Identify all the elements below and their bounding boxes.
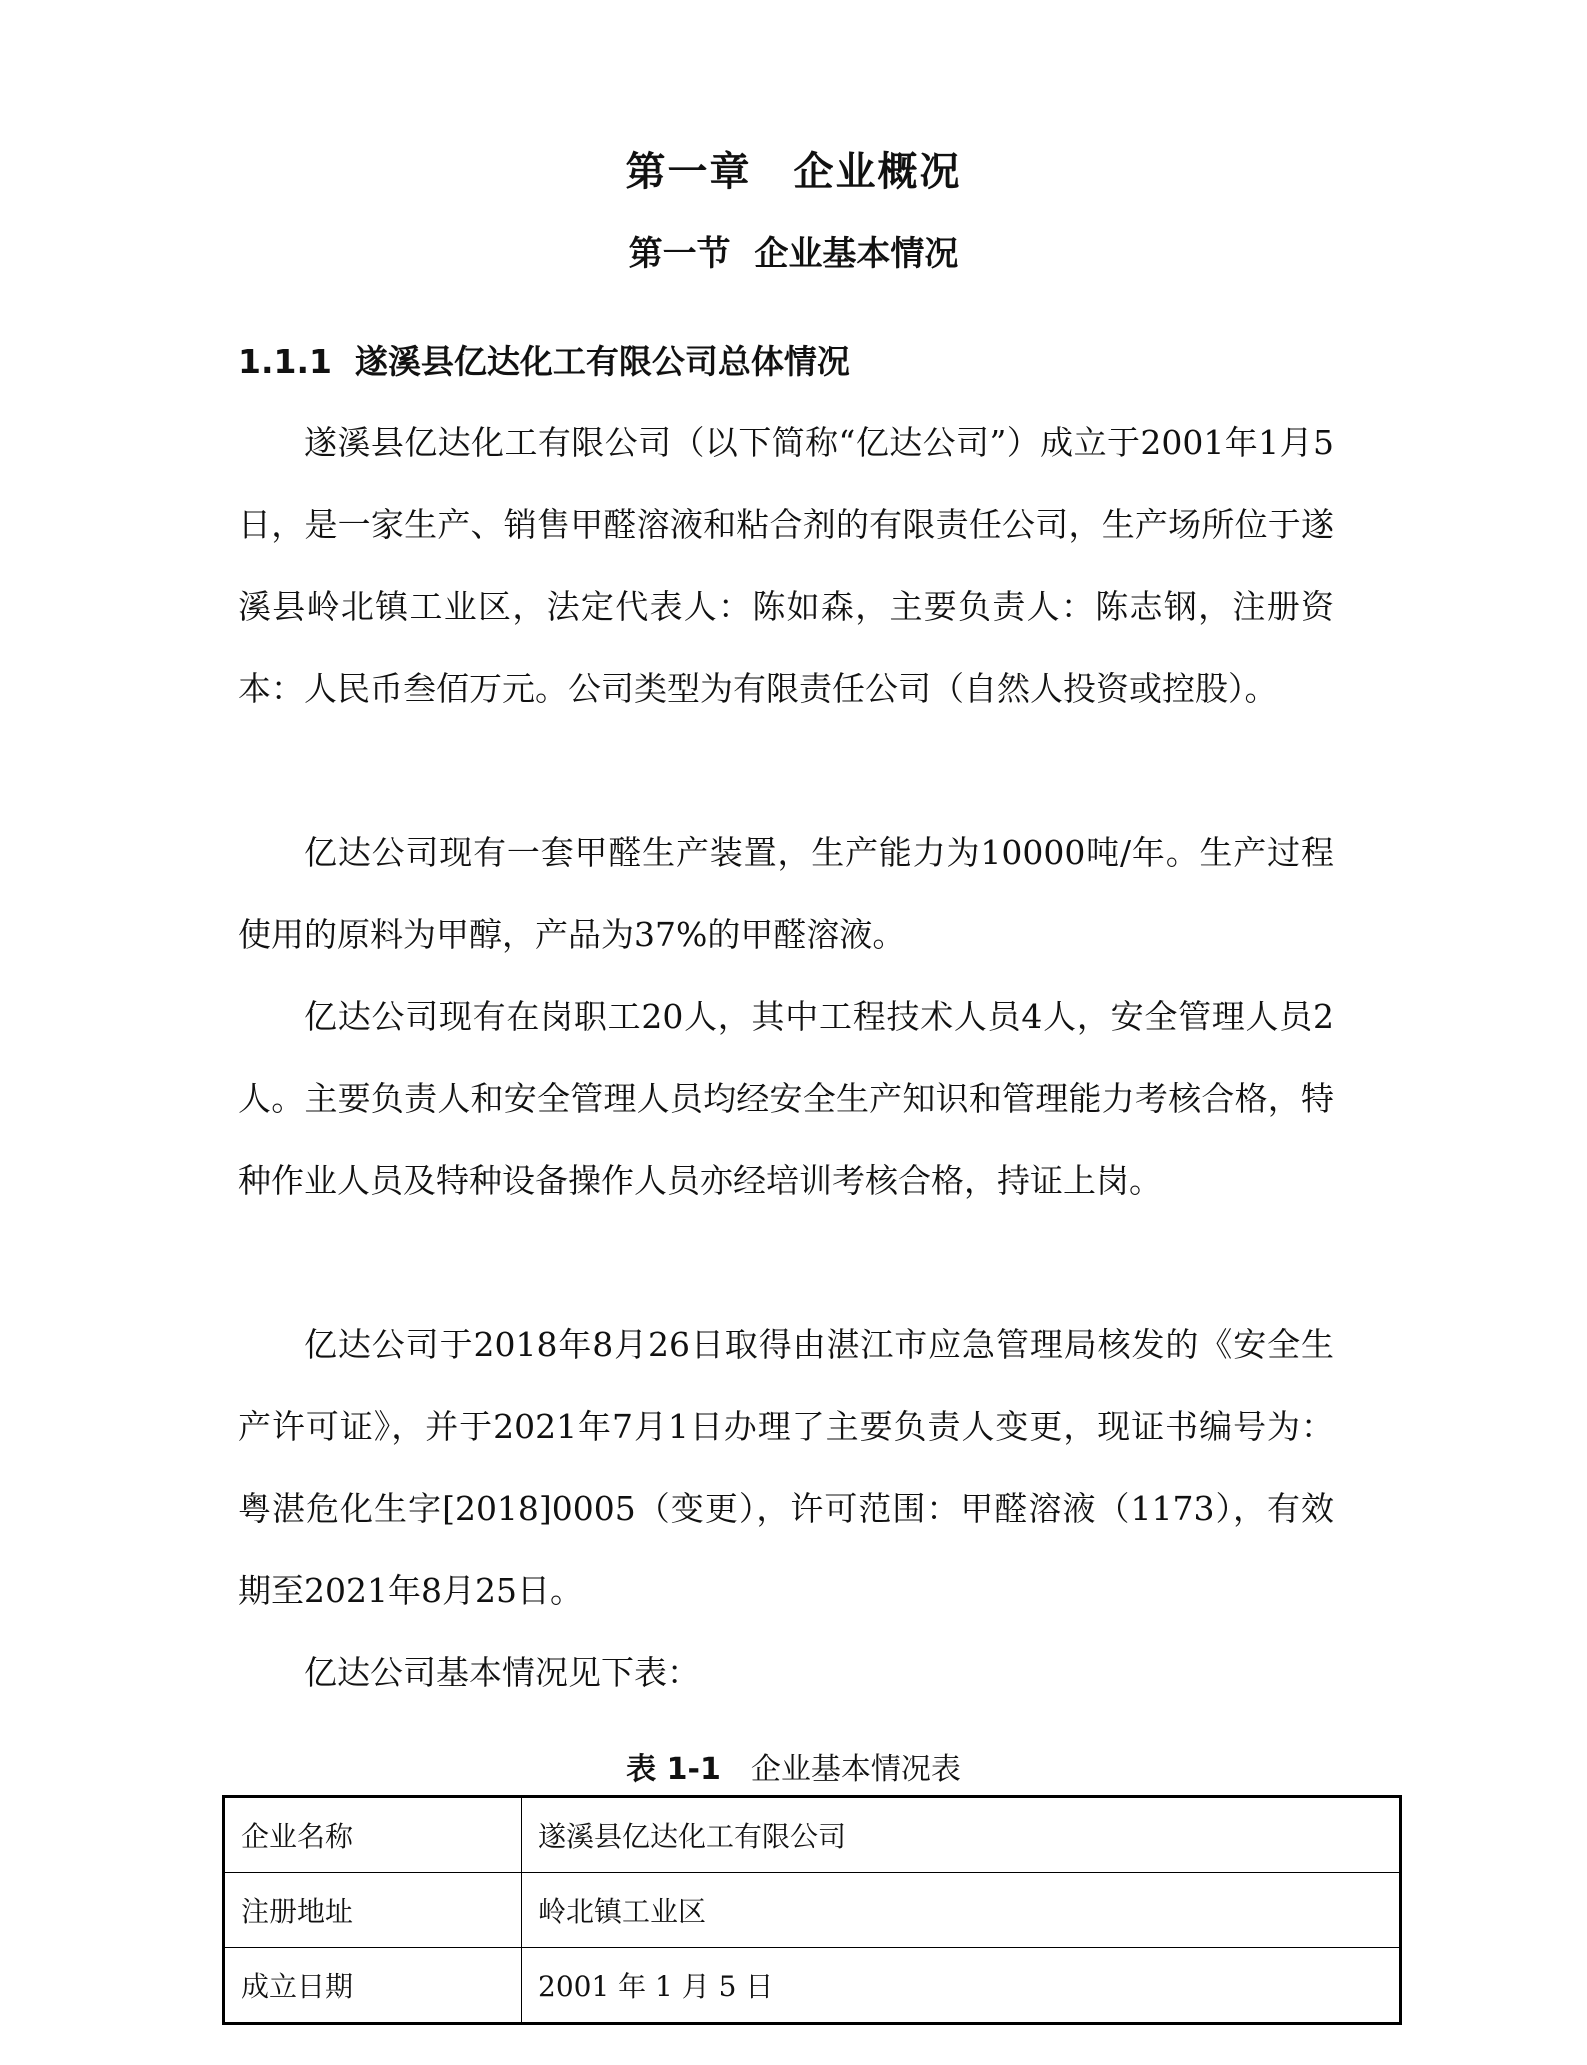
table-row [224, 1873, 1401, 1948]
paragraph-staff: 亿达公司现有在岗职工20人，其中工程技术人员4人，安全管理人员2人。主要负责人和安全管理人员均经安全生产知识和管理能力考核合格，特种作业人员及特种设备操作人员亦经培训考核合格，持证上岗。 [238, 997, 1334, 1200]
table-cell-label: 注册地址 [224, 1873, 522, 1948]
paragraph-safety-license: 亿达公司于2018年8月26日取得由湛江市应急管理局核发的《安全生产许可证》，并于2021年7月1日办理了主要负责人变更，现证书编号为：粤湛危化生字[2018]0005（变更），许可范围：甲醛溶液（1173），有效期至2021年8月25日。 [238, 1325, 1334, 1610]
paragraph-table-intro: 亿达公司基本情况见下表： [304, 1653, 700, 1692]
table-cell-value: 岭北镇工业区 [522, 1873, 1401, 1948]
table-cell-label: 成立日期 [224, 1948, 522, 2024]
table-row [224, 1797, 1401, 1873]
paragraph-company-overview: 遂溪县亿达化工有限公司（以下简称“亿达公司”）成立于2001年1月5日，是一家生产、销售甲醛溶液和粘合剂的有限责任公司，生产场所位于遂溪县岭北镇工业区，法定代表人：陈如森，主要负责人：陈志钢，注册资本：人民币叁佰万元。公司类型为有限责任公司（自然人投资或控股）。 [238, 423, 1334, 708]
table-cell-label: 企业名称 [224, 1797, 522, 1873]
table-caption-number: 表 1-1 [626, 1752, 721, 1787]
table-caption [0, 1744, 1587, 1788]
table-cell-value: 遂溪县亿达化工有限公司 [522, 1797, 1401, 1873]
table-cell-value: 2001 年 1 月 5 日 [522, 1948, 1401, 2024]
paragraph-production-capacity: 亿达公司现有一套甲醛生产装置，生产能力为10000吨/年。生产过程使用的原料为甲醇，产品为37%的甲醛溶液。 [238, 833, 1334, 954]
section-title: 第一节 企业基本情况 [628, 234, 959, 274]
table-row [224, 1948, 1401, 2024]
table-caption-title: 企业基本情况表 [720, 1752, 961, 1787]
company-info-table [222, 1795, 1402, 2025]
subsection-title: 1.1.1 遂溪县亿达化工有限公司总体情况 [238, 342, 850, 381]
chapter-title: 第一章 企业概况 [625, 149, 962, 195]
